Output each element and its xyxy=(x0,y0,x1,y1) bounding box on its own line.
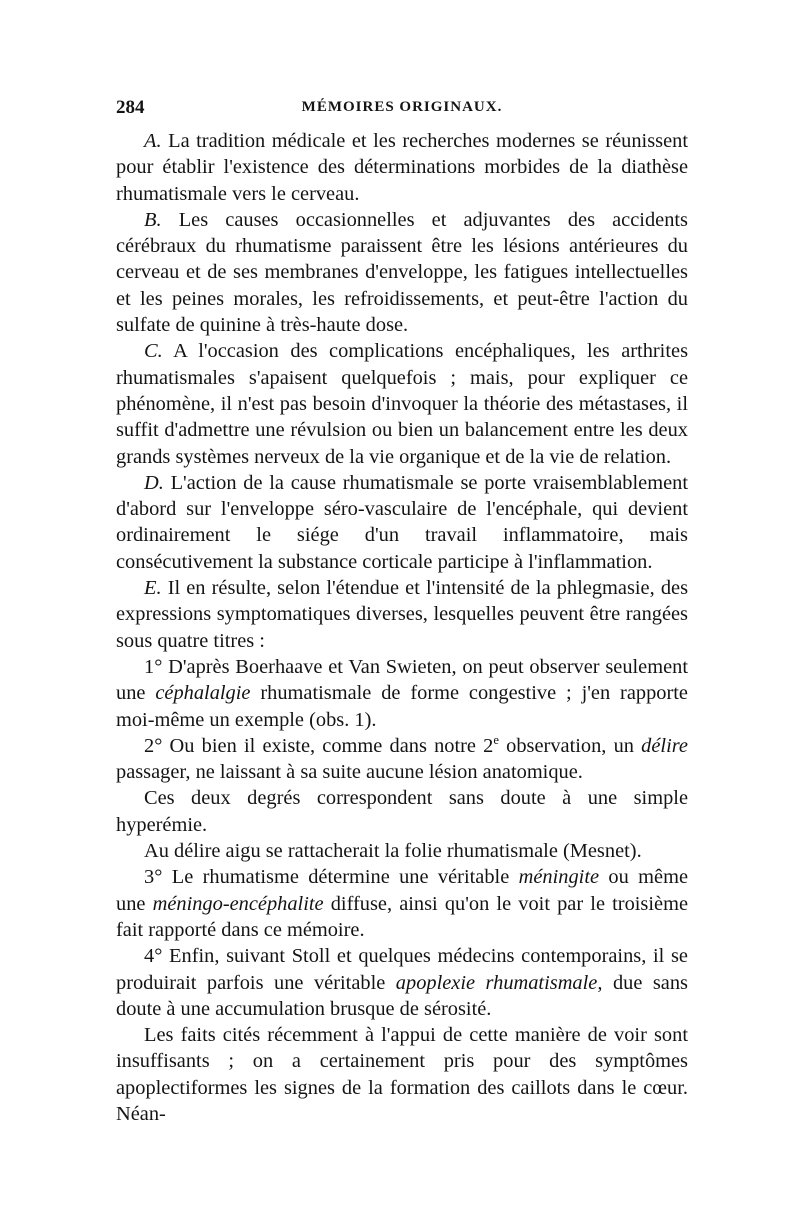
paragraph-text: due sans doute à une accumulation brusque de sérosité. xyxy=(116,971,688,1020)
paragraph-text: La tradition médicale et les recherches modernes se réunissent pour établir l'existence des déterminations morbides de la diathèse rhumatismale vers le cerveau. xyxy=(116,130,689,205)
paragraph-c xyxy=(116,338,688,469)
paragraph-4 xyxy=(116,943,688,1022)
paragraph-text: Les faits cités récemment à l'appui de cette manière de voir sont insuffisants ; on a certainement pris pour des symptômes apoplectiformes les signes de la formation des caillots dans le cœur. Néan- xyxy=(116,1024,688,1125)
item-number: 4° xyxy=(144,945,163,968)
paragraph-2c xyxy=(116,838,688,864)
paragraph-text: observation, un xyxy=(506,734,634,757)
paragraph-b xyxy=(116,207,688,338)
body-text xyxy=(116,128,688,1127)
paragraph-5 xyxy=(116,1022,688,1127)
page-number: 284 xyxy=(116,97,145,118)
paragraph-text: Enfin, suivant Stoll et quelques médecins contemporains, il se produirait parfois une véritable xyxy=(116,945,688,994)
paragraph-text: L'action de la cause rhumatismale se porte vraisemblablement d'abord sur l'enveloppe séro-vasculaire de l'encéphale, qui devient ordinairement le siége d'un travail inflammatoire, mais consécutivement la substance corticale participe à l'inflammation. xyxy=(116,471,688,573)
paragraph-text: Il en résulte, selon l'étendue et l'intensité de la phlegmasie, des expressions symptomatiques diverses, lesquelles peuvent être rangées sous quatre titres : xyxy=(116,577,688,652)
paragraph-3 xyxy=(116,864,688,943)
emphasis-text: apoplexie rhumatismale, xyxy=(395,971,603,994)
paragraph-label: B. xyxy=(144,208,162,231)
paragraph-1 xyxy=(116,654,688,733)
paragraph-e xyxy=(116,575,688,654)
item-number: 3° xyxy=(144,866,163,889)
running-title: MÉMOIRES ORIGINAUX. xyxy=(301,99,503,115)
item-number: 2° xyxy=(144,734,163,757)
emphasis-text: méningite xyxy=(518,866,600,889)
paragraph-text: Le rhumatisme détermine une véritable xyxy=(171,866,510,889)
paragraph-label: C. xyxy=(144,340,163,363)
paragraph-text: Les causes occasionnelles et adjuvantes des accidents cérébraux du rhumatisme paraissent être les lésions antérieures du cerveau et de ses membranes d'enveloppe, les fatigues intellectuelles et les peines morales, les refroidissements, et peut-être l'action du sulfate de quinine à très-haute dose. xyxy=(116,208,688,337)
emphasis-text: délire xyxy=(641,734,688,757)
paragraph-text: Au délire aigu se rattacherait la folie rhumatismale (Mesnet). xyxy=(144,840,642,863)
paragraph-text: A l'occasion des complications encéphaliques, les arthrites rhumatismales s'apaisent quelquefois ; mais, pour expliquer ce phénomène, il n'est pas besoin d'invoquer la théorie des métastases, il suffit d'admettre une révulsion ou bien un balancement entre les deux grands systèmes nerveux de la vie organique et de la vie de relation. xyxy=(116,340,688,468)
paragraph-d xyxy=(116,470,688,575)
paragraph-label: E. xyxy=(144,577,162,600)
paragraph-text: rhumatismale de forme congestive ; j'en rapporte moi-même un exemple (obs. 1). xyxy=(116,682,688,731)
paragraph-label: D. xyxy=(144,471,164,494)
paragraph-text: D'après Boerhaave et Van Swieten, on peut observer seulement une xyxy=(116,655,688,705)
superscript: e xyxy=(493,733,499,748)
item-number: 1° xyxy=(144,655,163,678)
emphasis-text: méningo-encéphalite xyxy=(152,892,324,915)
paragraph-text: Ces deux degrés correspondent sans doute à une simple hyperémie. xyxy=(116,787,688,836)
paragraph-text: passager, ne laissant à sa suite aucune lésion anatomique. xyxy=(116,761,583,784)
emphasis-text: céphalalgie xyxy=(155,682,251,705)
paragraph-label: A. xyxy=(144,130,162,152)
paragraph-a xyxy=(116,128,688,207)
paragraph-text: diffuse, ainsi qu'on le voit par le troisième fait rapporté dans ce mémoire. xyxy=(116,892,688,941)
paragraph-text: Ou bien il existe, comme dans notre 2 xyxy=(169,734,494,757)
paragraph-2b xyxy=(116,785,688,838)
page-header xyxy=(116,97,688,125)
paragraph-text: ou même une xyxy=(116,866,688,915)
paragraph-2 xyxy=(116,733,688,786)
